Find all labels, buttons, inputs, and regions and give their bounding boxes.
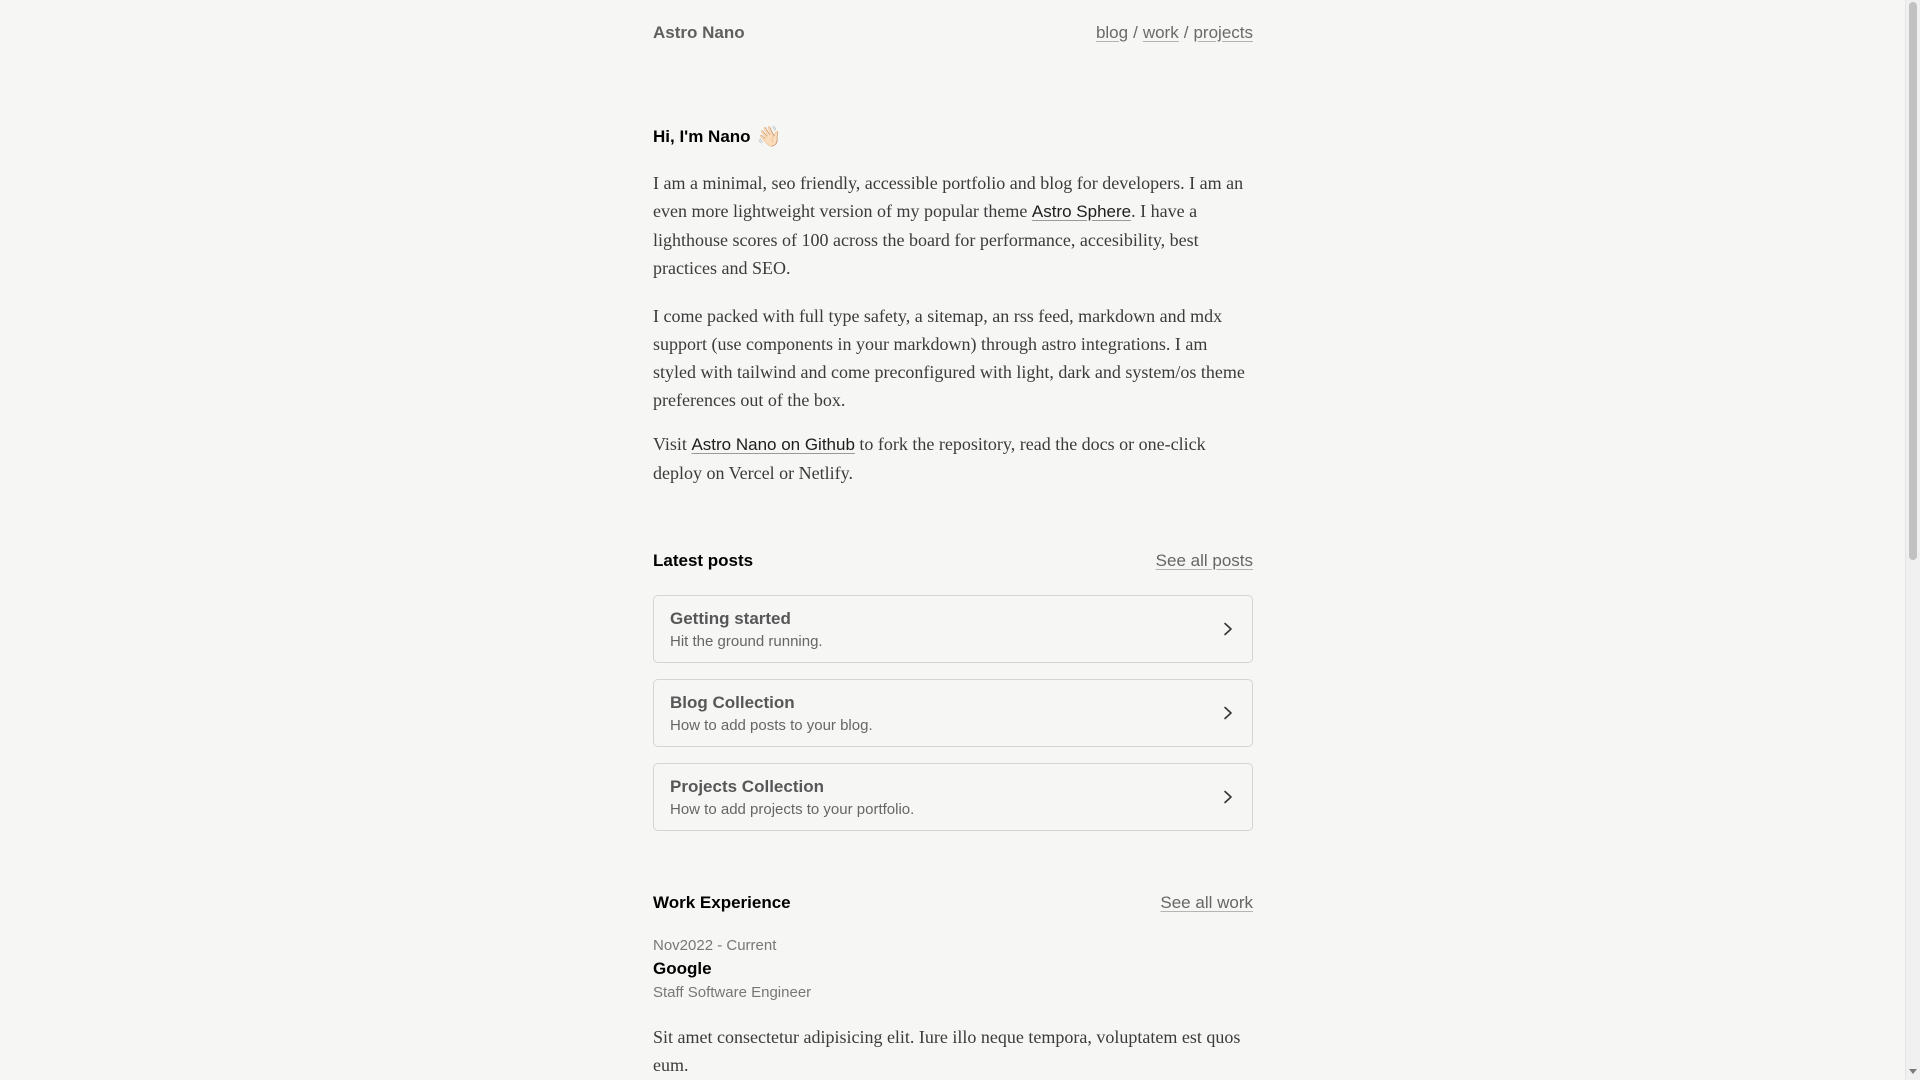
chevron-right-icon	[1220, 789, 1236, 805]
astro-sphere-link[interactable]: Astro Sphere	[1031, 202, 1132, 221]
page-container	[653, 0, 1253, 1079]
scroll-down-arrow-icon[interactable]	[1909, 1069, 1917, 1074]
site-header	[653, 0, 1253, 65]
nav-link-work[interactable]: work	[1142, 22, 1179, 42]
github-link[interactable]: Astro Nano on Github	[691, 435, 855, 454]
latest-posts-title: Latest posts	[653, 551, 754, 570]
post-title: Getting started	[670, 608, 791, 628]
work-experience-section	[653, 893, 1253, 1079]
post-text	[670, 777, 914, 818]
post-text	[670, 693, 873, 734]
features-paragraph: I come packed with full type safety, a sitemap, an rss feed, markdown and mdx support (use components in your markdown) through astro integrations. I am styled with tailwind and come preconfigured with light, dark and system/os theme preferences out of the box.	[653, 306, 1245, 410]
post-card-projects-collection[interactable]	[653, 763, 1253, 831]
post-card-getting-started[interactable]	[653, 595, 1253, 663]
nav-separator: /	[1133, 22, 1138, 42]
github-paragraph	[653, 430, 1253, 487]
top-navigation	[1096, 23, 1253, 43]
job-date: Nov2022 - Current	[653, 937, 777, 954]
job-role: Staff Software Engineer	[653, 984, 812, 1001]
see-all-posts-link[interactable]: See all posts	[1155, 551, 1253, 570]
nav-link-blog[interactable]: blog	[1095, 22, 1129, 42]
github-text-b: to fork the repository, read the docs or one-click deploy on Vercel or Netlify.	[653, 434, 1206, 483]
latest-posts-section	[653, 551, 1253, 831]
intro-paragraph	[653, 169, 1253, 282]
hero-title-text: Hi, I'm Nano	[653, 127, 751, 146]
post-description: Hit the ground running.	[670, 632, 823, 650]
intro-text-a: I am a minimal, seo friendly, accessible portfolio and blog for developers. I am an even more lightweight version of my popular theme	[653, 173, 1244, 221]
hero-heading	[653, 127, 1253, 147]
job-company: Google	[653, 959, 712, 978]
job-entry	[653, 937, 1253, 1079]
post-card-blog-collection[interactable]	[653, 679, 1253, 747]
post-text	[670, 609, 823, 650]
job-description: Sit amet consectetur adipisicing elit. Iure illo neque tempora, voluptatem est quos eum.	[653, 1027, 1241, 1075]
waving-hand-icon: 👋🏻	[756, 126, 782, 148]
work-experience-title: Work Experience	[653, 893, 791, 912]
chevron-right-icon	[1220, 621, 1236, 637]
latest-posts-header	[653, 551, 1253, 571]
posts-list	[653, 595, 1253, 831]
nav-separator: /	[1183, 22, 1189, 42]
post-title: Blog Collection	[670, 692, 795, 712]
post-description: How to add projects to your portfolio.	[670, 800, 915, 818]
page-scrollbar[interactable]	[1905, 0, 1920, 1080]
work-experience-header	[653, 893, 1253, 913]
post-title: Projects Collection	[670, 776, 824, 796]
github-text-a: Visit	[653, 434, 692, 454]
brand-link[interactable]: Astro Nano	[653, 22, 745, 42]
post-description: How to add posts to your blog.	[670, 716, 873, 734]
intro-text-b: . I have a lighthouse scores of 100 across the board for performance, accesibility, best practices and SEO.	[653, 201, 1199, 278]
scrollbar-thumb[interactable]	[1909, 2, 1917, 560]
see-all-work-link[interactable]: See all work	[1160, 893, 1253, 912]
chevron-right-icon	[1220, 705, 1236, 721]
nav-link-projects[interactable]: projects	[1193, 22, 1253, 42]
